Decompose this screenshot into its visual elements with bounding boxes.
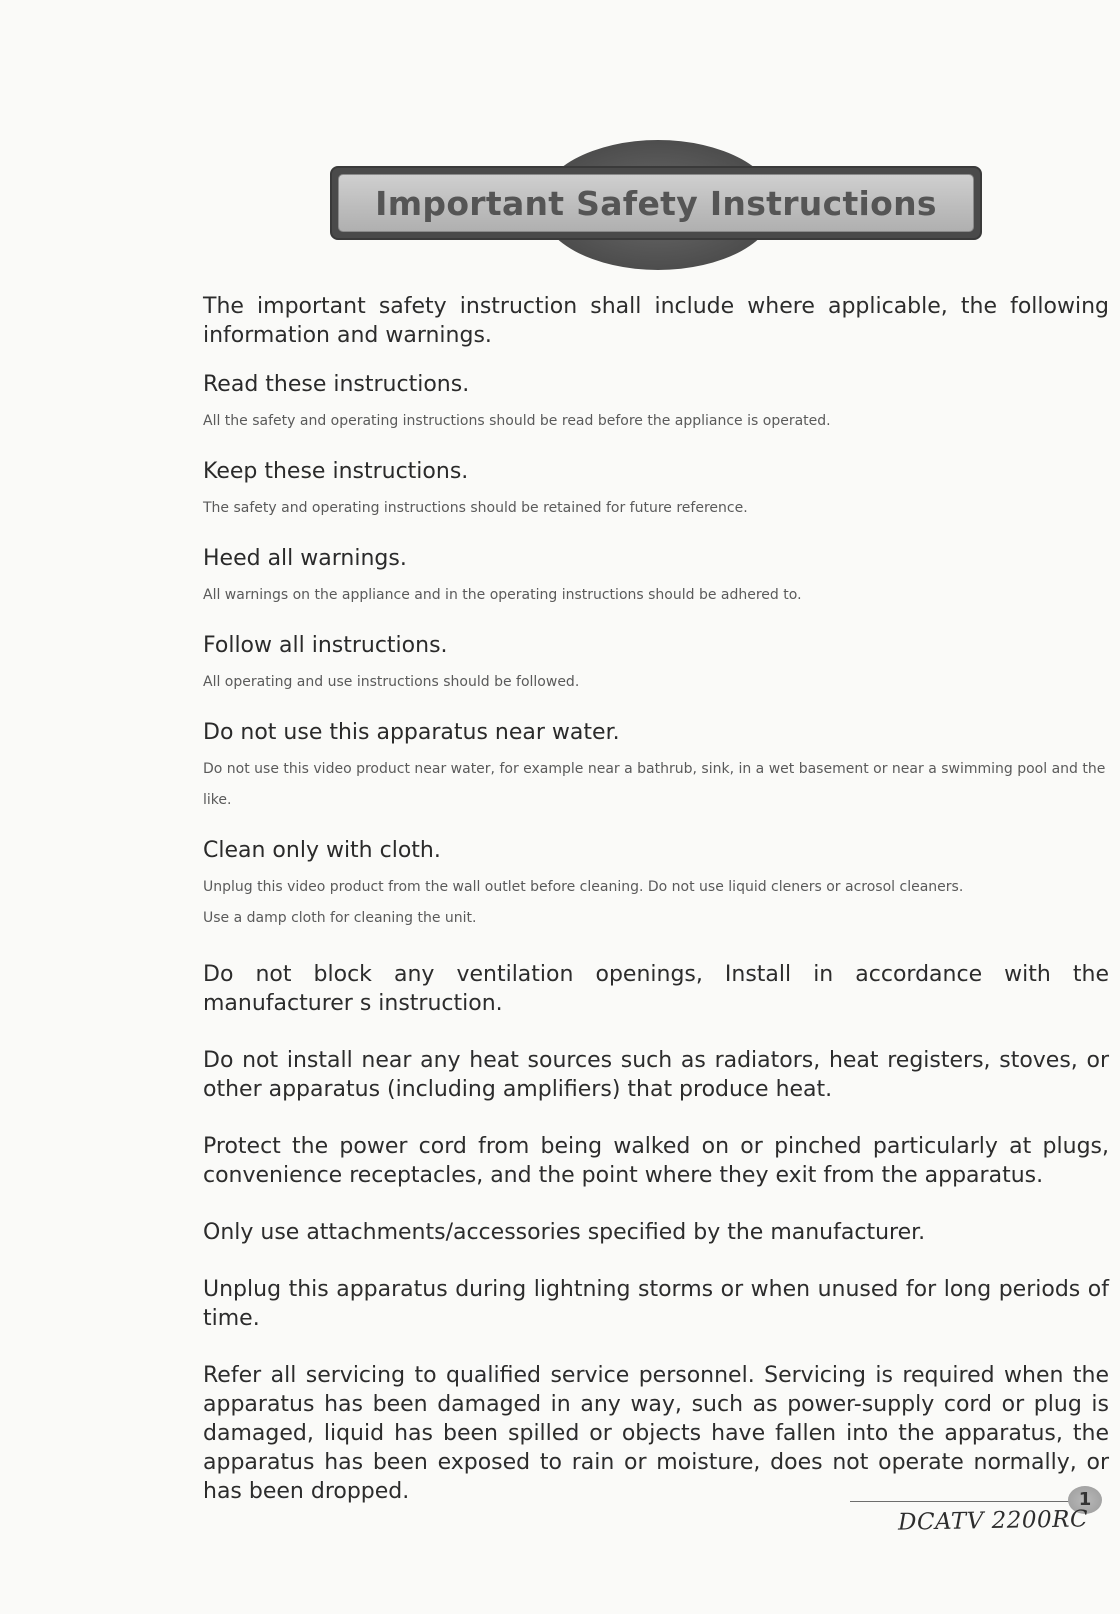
section-body: All warnings on the appliance and in the operating instructions should be adhered to. [203, 587, 802, 603]
paragraph-ventilation: Do not block any ventilation openings, Install in accordance with the manufacturer s instruction. [203, 962, 1109, 1016]
document-body [203, 292, 1109, 1534]
section-heading: Clean only with cloth. [203, 838, 441, 863]
section-clean [203, 836, 1109, 934]
paragraph-heat-sources: Do not install near any heat sources such as radiators, heat registers, stoves, or other apparatus (including amplifiers) that produce heat. [203, 1048, 1109, 1102]
section-heed-warnings [203, 544, 1109, 611]
section-body: The safety and operating instructions should be retained for future reference. [203, 500, 748, 516]
paragraph-attachments: Only use attachments/accessories specified by the manufacturer. [203, 1220, 926, 1245]
section-body: All operating and use instructions should be followed. [203, 674, 580, 690]
page-title: Important Safety Instructions [375, 183, 937, 223]
title-badge [330, 140, 986, 270]
intro-paragraph: The important safety instruction shall include where applicable, the following information and warnings. [203, 294, 1109, 348]
section-keep-instructions [203, 457, 1109, 524]
paragraph-servicing: Refer all servicing to qualified service personnel. Servicing is required when the apparatus has been damaged in any way, such as power-supply cord or plug is damaged, liquid has been spilled or objects have fallen into the apparatus, the apparatus has been exposed to rain or moisture, does not operate normally, or has been dropped. [203, 1363, 1109, 1504]
section-read-instructions [203, 370, 1109, 437]
paragraph-lightning: Unplug this apparatus during lightning storms or when unused for long periods of time. [203, 1277, 1109, 1331]
section-body-line: Use a damp cloth for cleaning the unit. [203, 910, 477, 926]
title-inner [338, 174, 974, 232]
section-body-line: Unplug this video product from the wall outlet before cleaning. Do not use liquid cleners or acrosol cleaners. [203, 879, 964, 895]
page-number: 1 [1068, 1486, 1102, 1514]
paragraph-power-cord: Protect the power cord from being walked on or pinched particularly at plugs, convenience receptacles, and the point where they exit from the apparatus. [203, 1134, 1109, 1188]
section-heading: Read these instructions. [203, 372, 470, 397]
handwritten-model-note: DCATV 2200RC [897, 1506, 1089, 1536]
section-heading: Keep these instructions. [203, 459, 469, 484]
section-body: All the safety and operating instructions should be read before the appliance is operated. [203, 413, 831, 429]
section-heading: Follow all instructions. [203, 633, 448, 658]
footer-rule [850, 1501, 1075, 1502]
section-follow-instructions [203, 631, 1109, 698]
section-heading: Do not use this apparatus near water. [203, 720, 620, 745]
section-heading: Heed all warnings. [203, 546, 407, 571]
section-water [203, 718, 1109, 816]
title-box [330, 166, 982, 240]
section-body: Do not use this video product near water, for example near a bathrub, sink, in a wet basement or near a swimming pool and the like. [203, 761, 1106, 808]
